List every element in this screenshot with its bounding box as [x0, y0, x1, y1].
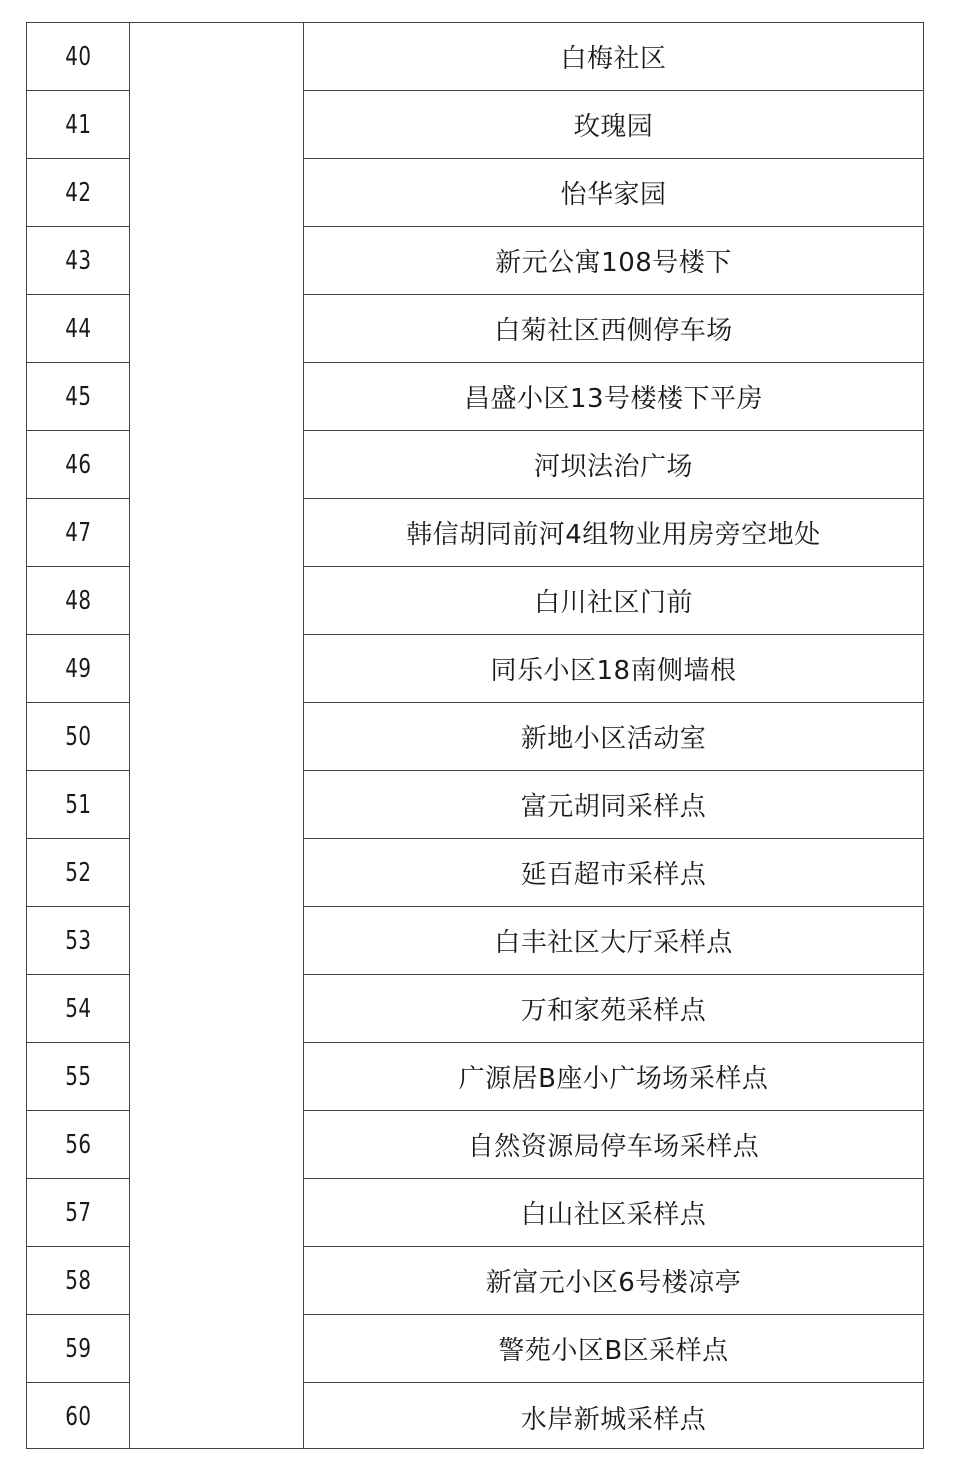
row-number-cell	[27, 1043, 129, 1111]
site-name-cell	[304, 907, 923, 975]
site-name: 自然资源局停车场采样点	[467, 1132, 760, 1162]
row-number: 50	[64, 721, 92, 752]
row-number: 47	[64, 517, 92, 548]
site-name: 富元胡同采样点	[520, 792, 707, 822]
row-number: 46	[64, 449, 92, 480]
site-name: 昌盛小区13号楼楼下平房	[463, 384, 764, 414]
row-number: 59	[64, 1333, 92, 1364]
site-name-cell	[304, 91, 923, 159]
site-name: 同乐小区18南侧墙根	[490, 656, 737, 686]
row-number-cell	[27, 295, 129, 363]
row-number: 42	[64, 177, 92, 208]
row-number-cell	[27, 431, 129, 499]
site-name-cell	[304, 1315, 923, 1383]
row-number-cell	[27, 227, 129, 295]
site-name: 白菊社区西侧停车场	[494, 316, 733, 346]
row-number-cell	[27, 23, 129, 91]
site-name-cell	[304, 227, 923, 295]
site-name: 白丰社区大厅采样点	[494, 928, 733, 958]
sampling-sites-table	[26, 22, 924, 1449]
row-number: 53	[64, 925, 92, 956]
row-number: 57	[64, 1197, 92, 1228]
row-number-cell	[27, 1179, 129, 1247]
site-name-cell	[304, 771, 923, 839]
row-number-cell	[27, 975, 129, 1043]
row-number: 54	[64, 993, 92, 1024]
row-number: 49	[64, 653, 92, 684]
row-number: 44	[64, 313, 92, 344]
site-name-cell	[304, 499, 923, 567]
row-number: 58	[64, 1265, 92, 1296]
site-name: 新元公寓108号楼下	[495, 248, 732, 278]
site-name-cell	[304, 23, 923, 91]
district-column-merged-cell	[130, 23, 304, 1448]
row-number-cell	[27, 1247, 129, 1315]
site-name: 新地小区活动室	[520, 724, 707, 754]
site-name: 白川社区门前	[533, 588, 693, 618]
row-number-cell	[27, 635, 129, 703]
number-column	[27, 23, 130, 1448]
row-number-cell	[27, 1315, 129, 1383]
site-column	[304, 23, 923, 1448]
site-name-cell	[304, 1043, 923, 1111]
site-name-cell	[304, 1179, 923, 1247]
site-name-cell	[304, 1247, 923, 1315]
site-name-cell	[304, 159, 923, 227]
row-number: 48	[64, 585, 92, 616]
site-name: 警苑小区B区采样点	[498, 1336, 729, 1366]
site-name-cell	[304, 703, 923, 771]
site-name: 玫瑰园	[573, 112, 654, 142]
row-number-cell	[27, 1383, 129, 1451]
row-number: 56	[64, 1129, 92, 1160]
site-name-cell	[304, 635, 923, 703]
site-name-cell	[304, 431, 923, 499]
row-number-cell	[27, 839, 129, 907]
row-number-cell	[27, 567, 129, 635]
row-number-cell	[27, 159, 129, 227]
site-name: 新富元小区6号楼凉亭	[485, 1268, 742, 1298]
site-name: 广源居B座小广场场采样点	[458, 1064, 769, 1094]
row-number-cell	[27, 363, 129, 431]
site-name: 白梅社区	[560, 44, 667, 74]
site-name: 水岸新城采样点	[520, 1404, 707, 1435]
row-number-cell	[27, 91, 129, 159]
row-number-cell	[27, 907, 129, 975]
site-name-cell	[304, 1383, 923, 1451]
site-name: 怡华家园	[560, 180, 667, 210]
row-number: 45	[64, 381, 92, 412]
row-number: 60	[64, 1402, 92, 1432]
site-name: 万和家苑采样点	[520, 996, 707, 1026]
site-name-cell	[304, 363, 923, 431]
site-name: 白山社区采样点	[520, 1200, 707, 1230]
site-name: 河坝法治广场	[533, 452, 693, 482]
site-name-cell	[304, 1111, 923, 1179]
site-name-cell	[304, 567, 923, 635]
row-number: 55	[64, 1061, 92, 1092]
site-name-cell	[304, 839, 923, 907]
row-number-cell	[27, 771, 129, 839]
row-number-cell	[27, 499, 129, 567]
site-name-cell	[304, 295, 923, 363]
row-number-cell	[27, 1111, 129, 1179]
site-name: 延百超市采样点	[520, 860, 707, 890]
site-name: 韩信胡同前河4组物业用房旁空地处	[406, 520, 821, 550]
row-number: 43	[64, 245, 92, 276]
row-number: 52	[64, 857, 92, 888]
row-number-cell	[27, 703, 129, 771]
row-number: 40	[64, 41, 92, 72]
row-number: 51	[64, 789, 92, 820]
site-name-cell	[304, 975, 923, 1043]
row-number: 41	[64, 109, 92, 140]
